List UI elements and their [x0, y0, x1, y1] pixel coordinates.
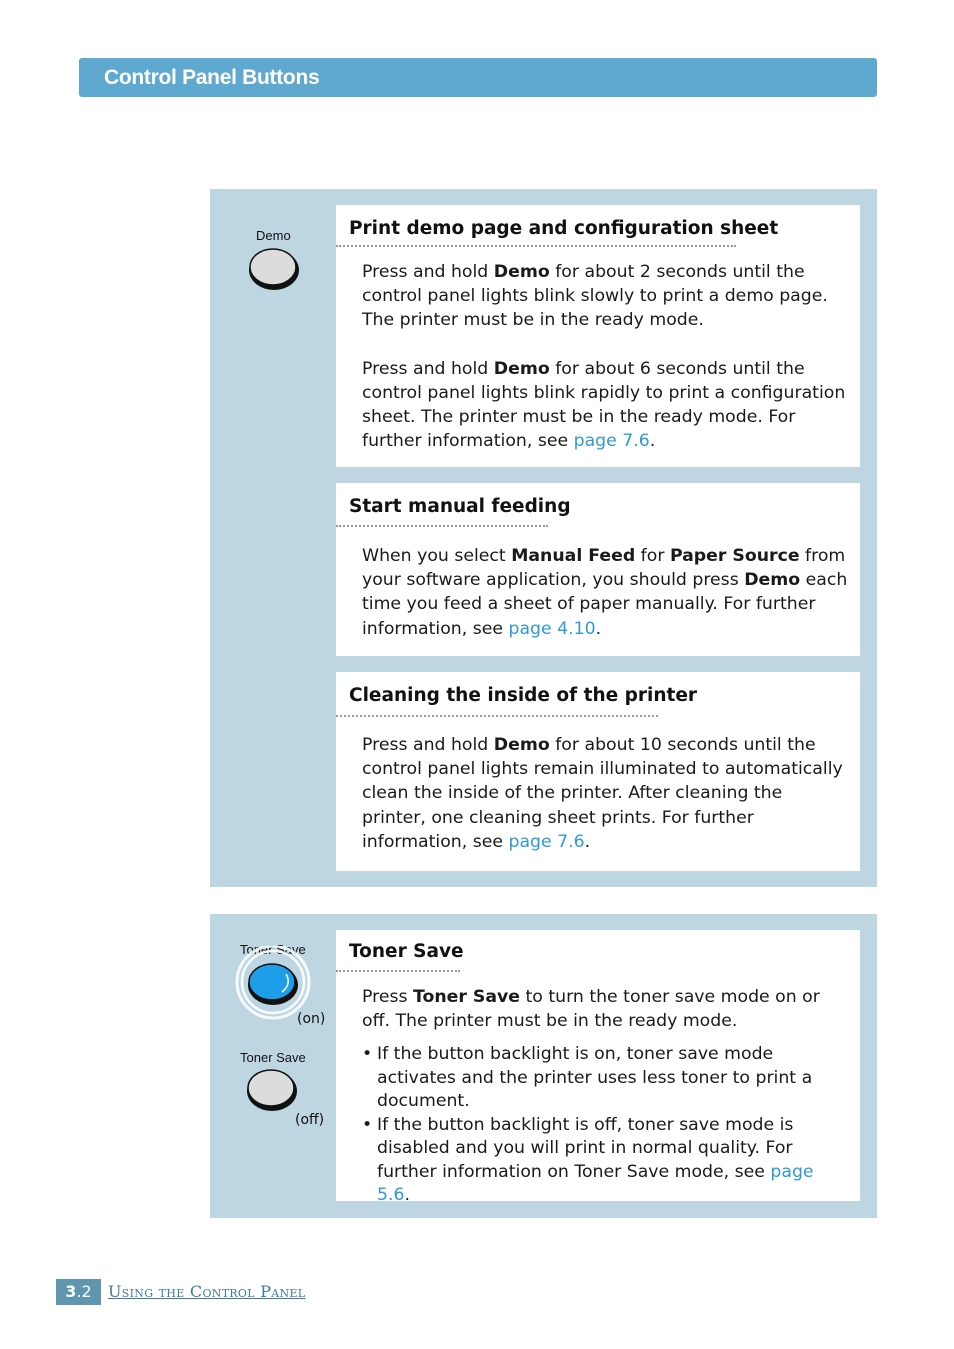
title-divider: [336, 245, 736, 247]
cleaning-title: Cleaning the inside of the printer: [349, 685, 698, 706]
toner-save-off-state: (off): [295, 1112, 325, 1128]
toner-save-off-button-icon[interactable]: [244, 1066, 300, 1114]
list-item: • If the button backlight is on, toner save mode activates and the printer uses less toner to print a document.: [362, 1043, 850, 1114]
page-link[interactable]: page 7.6: [573, 431, 650, 452]
demo-button-label: Demo: [256, 228, 291, 243]
cleaning-paragraph: Press and hold Demo for about 10 seconds until the control panel lights remain illuminated to automatically clean the inside of the printer. After cleaning the printer, one cleaning sheet prints. For further information, see page 7.6.: [362, 735, 843, 852]
toner-save-panel: [210, 914, 877, 1218]
title-divider: [336, 525, 548, 527]
manual-feed-paragraph: When you select Manual Feed for Paper Source from your software application, you should press Demo each time you feed a sheet of paper manually. For further information, see page 4.10.: [362, 546, 848, 639]
title-divider: [336, 970, 460, 972]
toner-save-on-state: (on): [297, 1011, 326, 1027]
page-link[interactable]: page 5.6: [377, 1161, 814, 1205]
manual-feed-body: [362, 544, 850, 641]
title-divider: [336, 715, 658, 717]
toner-save-title: Toner Save: [349, 941, 464, 962]
toner-save-paragraph: Press Toner Save to turn the toner save mode on or off. The printer must be in the ready mode.: [362, 987, 820, 1031]
demo-card-body: [362, 260, 850, 453]
demo-card: [336, 205, 860, 467]
toner-save-bullets: [362, 1043, 850, 1208]
list-item: • If the button backlight is off, toner save mode is disabled and you will print in normal quality. For further information on Toner Save mode, see page 5.6.: [362, 1114, 850, 1208]
toner-save-card: [336, 930, 860, 1205]
section-title: Control Panel Buttons: [104, 66, 320, 89]
page-number-badge: 3.2: [56, 1279, 101, 1305]
demo-paragraph-2: Press and hold Demo for about 6 seconds until the control panel lights blink rapidly to print a configuration sheet. The printer must be in the ready mode. For further information, see page 7.6.: [362, 358, 846, 452]
toner-save-body: [362, 986, 850, 1208]
demo-card-title: Print demo page and configuration sheet: [349, 218, 779, 239]
manual-feed-card: [336, 483, 860, 656]
section-header: [79, 58, 877, 97]
footer-section-title: Using the Control Panel: [108, 1282, 306, 1301]
cleaning-body: [362, 733, 850, 854]
demo-paragraph-1: Press and hold Demo for about 2 seconds until the control panel lights blink slowly to print a demo page. The printer must be in the ready mode.: [362, 262, 828, 331]
cleaning-card: [336, 672, 860, 871]
page-link[interactable]: page 4.10: [508, 618, 596, 639]
page-link[interactable]: page 7.6: [508, 831, 585, 852]
demo-panel: [210, 189, 877, 887]
manual-feed-title: Start manual feeding: [349, 496, 571, 517]
demo-button-icon[interactable]: [246, 245, 302, 293]
toner-save-off-label: Toner Save: [240, 1050, 306, 1065]
toner-save-on-label: Toner Save: [240, 942, 306, 957]
